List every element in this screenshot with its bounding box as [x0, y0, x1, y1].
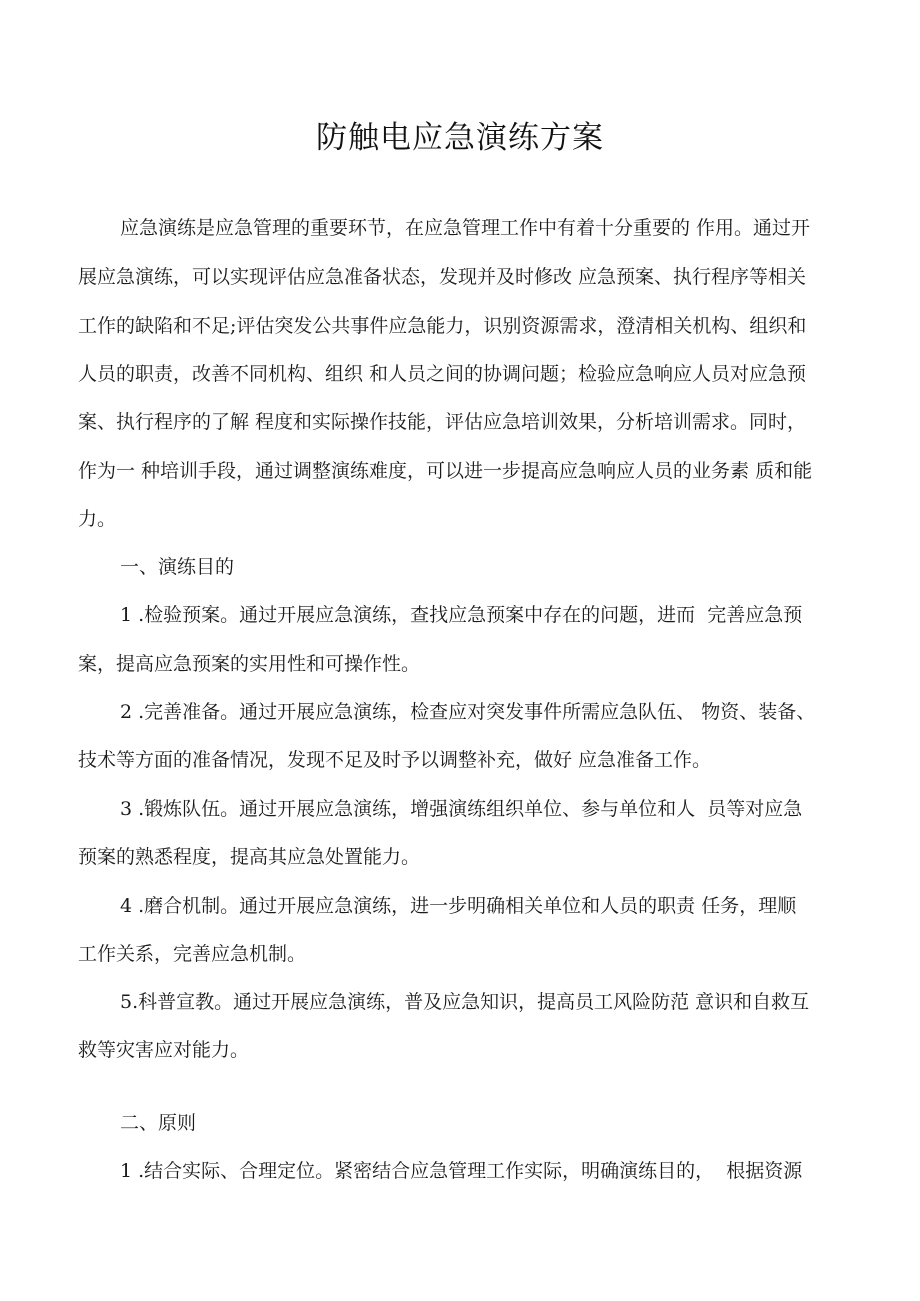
intro-line: 展应急演练，可以实现评估应急准备状态，发现并及时修改 应急预案、执行程序等相关: [78, 266, 807, 288]
list-item-line: 案，提高应急预案的实用性和可操作性。: [78, 653, 421, 675]
list-item-line: 救等灾害应对能力。: [78, 1039, 250, 1061]
intro-line: 作为一 种培训手段，通过调整演练难度，可以进一步提高应急响应人员的业务素 质和能: [78, 460, 813, 482]
list-item-line: 2 .完善准备。通过开展应急演练，检查应对突发事件所需应急队伍、 物资、装备、: [120, 701, 816, 723]
list-item-line: 4 .磨合机制。通过开展应急演练，进一步明确相关单位和人员的职责 任务，理顺: [120, 895, 797, 917]
intro-line: 人员的职责，改善不同机构、组织 和人员之间的协调问题；检验应急响应人员对应急预: [78, 363, 807, 385]
list-item-line: 1 .结合实际、合理定位。紧密结合应急管理工作实际，明确演练目的， 根据资源: [120, 1160, 803, 1182]
intro-line: 案、执行程序的了解 程度和实际操作技能，评估应急培训效果，分析培训需求。同时，: [78, 411, 807, 433]
intro-line: 工作的缺陷和不足;评估突发公共事件应急能力，识别资源需求，澄清相关机构、组织和: [78, 315, 807, 337]
list-item-line: 预案的熟悉程度，提高其应急处置能力。: [78, 846, 421, 868]
list-item-line: 工作关系，完善应急机制。: [78, 943, 307, 965]
section-heading: 二、原则: [120, 1112, 197, 1134]
list-item-line: 技术等方面的准备情况，发现不足及时予以调整补充，做好 应急准备工作。: [78, 749, 712, 771]
list-item-line: 3 .锻炼队伍。通过开展应急演练，增强演练组织单位、参与单位和人 员等对应急: [120, 798, 803, 820]
document-title: 防触电应急演练方案: [316, 120, 604, 156]
intro-line: 力。: [78, 508, 117, 530]
list-item-line: 5.科普宣教。通过开展应急演练，普及应急知识，提高员工风险防范 意识和自救互: [120, 991, 810, 1013]
section-heading: 一、演练目的: [120, 556, 235, 578]
list-item-line: 1 .检验预案。通过开展应急演练，查找应急预案中存在的问题，进而 完善应急预: [120, 604, 803, 626]
intro-line: 应急演练是应急管理的重要环节，在应急管理工作中有着十分重要的 作用。通过开: [120, 217, 811, 239]
